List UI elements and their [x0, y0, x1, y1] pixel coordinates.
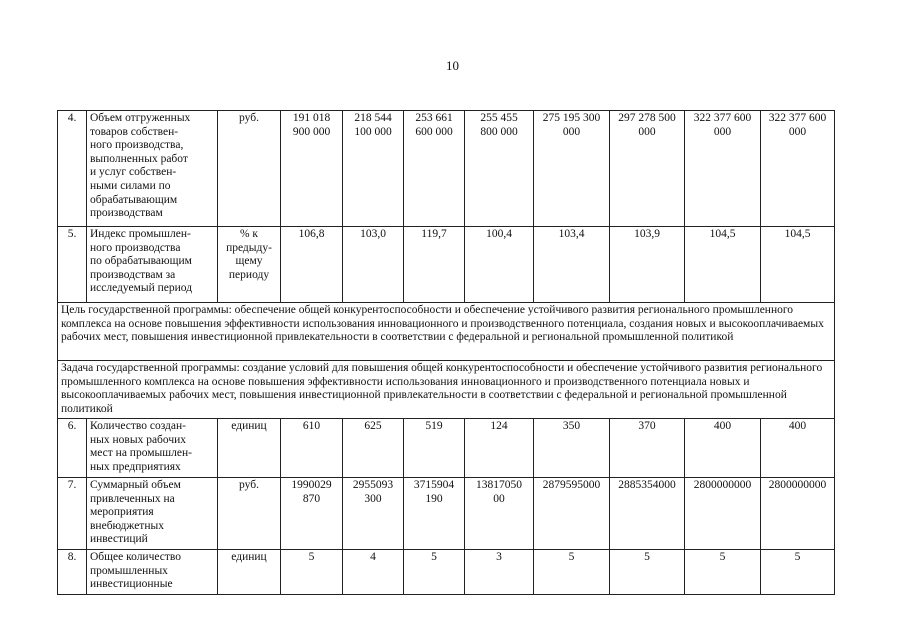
indicator-name: Индекс промышлен- ного производства по обрабатывающим производствам за исследуемый период: [87, 227, 218, 303]
value-cell: 2955093 300: [343, 478, 404, 550]
value-cell: 253 661 600 000: [404, 111, 465, 227]
value-cell: 255 455 800 000: [465, 111, 534, 227]
value-cell: 104,5: [685, 227, 761, 303]
table-row-goal: [58, 303, 835, 361]
value-cell: 2800000000: [761, 478, 835, 550]
value-cell: 191 018 900 000: [281, 111, 343, 227]
table-row: [58, 111, 835, 227]
indicator-unit: единиц: [218, 419, 281, 478]
value-cell: 119,7: [404, 227, 465, 303]
value-cell: 297 278 500 000: [610, 111, 685, 227]
indicator-unit: руб.: [218, 478, 281, 550]
row-number: 4.: [58, 111, 87, 227]
value-cell: 400: [761, 419, 835, 478]
value-cell: 13817050 00: [465, 478, 534, 550]
value-cell: 103,0: [343, 227, 404, 303]
value-cell: 2885354000: [610, 478, 685, 550]
row-number: 5.: [58, 227, 87, 303]
value-cell: 322 377 600 000: [685, 111, 761, 227]
value-cell: 625: [343, 419, 404, 478]
row-number: 7.: [58, 478, 87, 550]
value-cell: 3715904 190: [404, 478, 465, 550]
indicator-name: Общее количество промышленных инвестиционные: [87, 550, 218, 595]
row-number: 6.: [58, 419, 87, 478]
value-cell: 100,4: [465, 227, 534, 303]
value-cell: 103,4: [534, 227, 610, 303]
row-number: 8.: [58, 550, 87, 595]
indicator-name: Суммарный объем привлеченных на мероприятия внебюджетных инвестиций: [87, 478, 218, 550]
value-cell: 5: [761, 550, 835, 595]
value-cell: 5: [534, 550, 610, 595]
value-cell: 322 377 600 000: [761, 111, 835, 227]
value-cell: 519: [404, 419, 465, 478]
indicator-unit: % к предыду- щему периоду: [218, 227, 281, 303]
value-cell: 5: [685, 550, 761, 595]
value-cell: 4: [343, 550, 404, 595]
indicators-table: [57, 110, 835, 595]
table-row-task: [58, 361, 835, 419]
value-cell: 5: [610, 550, 685, 595]
value-cell: 218 544 100 000: [343, 111, 404, 227]
indicator-unit: руб.: [218, 111, 281, 227]
value-cell: 5: [281, 550, 343, 595]
indicator-name: Количество создан- ных новых рабочих мест на промышлен- ных предприятиях: [87, 419, 218, 478]
value-cell: 2879595000: [534, 478, 610, 550]
value-cell: 5: [404, 550, 465, 595]
value-cell: 370: [610, 419, 685, 478]
value-cell: 103,9: [610, 227, 685, 303]
value-cell: 275 195 300 000: [534, 111, 610, 227]
indicator-unit: единиц: [218, 550, 281, 595]
table-row: [58, 478, 835, 550]
program-task: Задача государственной программы: создание условий для повышения общей конкурентоспособности и обеспечение устойчивого развития регионального промышленного комплекса на основе повышения эффективности использования инновационного и производственного потенциала новых и высокооплачиваемых рабочих мест, повышения инвестиционной привлекательности в соответствии с федеральной и региональной промышленной политикой: [58, 361, 835, 419]
value-cell: 106,8: [281, 227, 343, 303]
value-cell: 2800000000: [685, 478, 761, 550]
value-cell: 3: [465, 550, 534, 595]
table-row: [58, 227, 835, 303]
table-row: [58, 550, 835, 595]
table-row: [58, 419, 835, 478]
value-cell: 104,5: [761, 227, 835, 303]
value-cell: 610: [281, 419, 343, 478]
value-cell: 124: [465, 419, 534, 478]
page-number: 10: [446, 58, 459, 73]
value-cell: 350: [534, 419, 610, 478]
program-goal: Цель государственной программы: обеспечение общей конкурентоспособности и обеспечение устойчивого развития регионального промышленного комплекса на основе повышения эффективности использования инновационного и производственного потенциала, создания новых и высокооплачиваемых рабочих мест, повышения инвестиционной привлекательности в соответствии с федеральной и региональной промышленной политикой: [58, 303, 835, 361]
value-cell: 400: [685, 419, 761, 478]
indicator-name: Объем отгруженных товаров собствен- ного производства, выполненных работ и услуг собствен- ными силами по обрабатывающим производствам: [87, 111, 218, 227]
value-cell: 1990029 870: [281, 478, 343, 550]
